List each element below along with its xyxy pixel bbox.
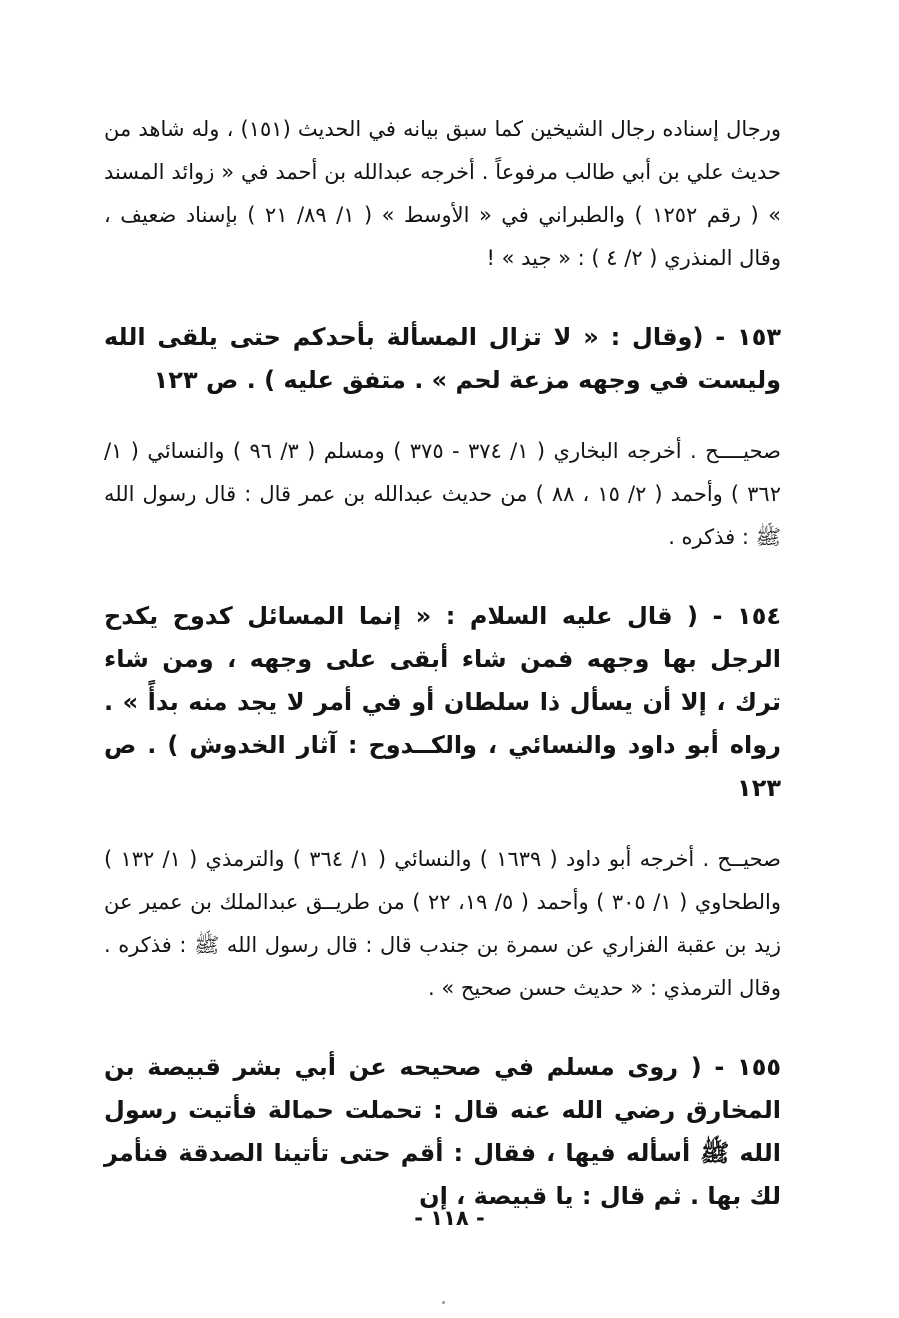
- page-body: [104, 108, 781, 1218]
- scan-speck: [442, 1301, 445, 1304]
- commentary-paragraph: [104, 430, 781, 559]
- commentary-paragraph: [104, 838, 781, 1010]
- text-line: فقال : أقم حتى تأتينا الصدقة فنأمر لك بها . ثم قال : يا قبيصة ، إن: [104, 1139, 781, 1210]
- text-line: وجهه فمن شاء أبقى على وجهه ، ومن شاء ترك ، إلا أن يسأل ذا سلطان أو: [104, 645, 781, 716]
- page-number: - ١١٨ -: [414, 1206, 485, 1230]
- hadith-number: ١٥٤ -: [698, 602, 781, 630]
- text-line: صحيــح . أخرجه أبو داود ( ١٦٣٩ ) والنسائي ( ١/ ٣٦٤ ) والترمذي: [205, 847, 781, 871]
- text-line: (وقال : « لا تزال المسألة بأحدكم حتى يلقى الله وليست في: [104, 323, 781, 394]
- hadith-paragraph: [104, 1046, 781, 1218]
- hadith-number: ١٥٥ -: [701, 1053, 781, 1081]
- text-line: ( ١/ ١٣٢ ) والطحاوي ( ١/ ٣٠٥ ) وأحمد ( ٥/ ١٩، ٢٢ ) من طريــق: [104, 847, 781, 914]
- paragraph-spacer: [104, 402, 781, 430]
- text-line: رضي الله عنه قال : تحملت حمالة فأتيت رسول الله ﷺ أسأله فيها ،: [104, 1096, 781, 1167]
- hadith-paragraph: [104, 595, 781, 810]
- paragraph-spacer: [104, 280, 781, 316]
- text-line: صحيــــح . أخرجه البخاري ( ١/ ٣٧٤ - ٣٧٥ ) ومسلم ( ٣/ ٩٦ ): [232, 439, 781, 463]
- text-line: في أمر لا يجد منه بدأً » . رواه أبو داود والنسائي ، والكــدوح : آثار: [104, 688, 781, 759]
- paragraph-spacer: [104, 559, 781, 595]
- text-line: ورجال إسناده رجال الشيخين كما سبق بيانه في الحديث (١٥١) ، وله شاهد: [138, 117, 782, 141]
- text-line: عبدالملك بن عمير عن زيد بن عقبة الفزاري عن سمرة بن جندب قال : قال: [104, 890, 781, 957]
- text-line: المسند » ( رقم ١٢٥٢ ) والطبراني في « الأوسط » ( ١/ ٨٩/ ٢١ ) بإسناد: [104, 160, 781, 227]
- text-line: ( روى مسلم في صحيحه عن أبي بشر قبيصة بن المخارق: [104, 1053, 781, 1124]
- text-line: ضعيف ، وقال المنذري ( ٢/ ٤ ) : « جيد » !: [104, 203, 781, 270]
- text-line: والنسائي ( ١/ ٣٦٢ ) وأحمد ( ٢/ ١٥ ، ٨٨ ) من حديث عبدالله بن عمر قال :: [104, 439, 781, 506]
- text-line: ( قال عليه السلام : « إنما المسائل كدوح يكدح الرجل بها: [104, 602, 782, 673]
- text-line: الخدوش ) . ص ١٢٣: [104, 731, 781, 802]
- hadith-number: ١٥٣ -: [703, 323, 781, 351]
- text-line: وجهه مزعة لحم » . متفق عليه ) . ص ١٢٣: [153, 366, 641, 394]
- commentary-paragraph: [104, 108, 781, 280]
- text-line: قال رسول الله ﷺ : فذكره .: [104, 482, 781, 549]
- paragraph-spacer: [104, 810, 781, 838]
- text-line: من حديث علي بن أبي طالب مرفوعاً . أخرجه عبدالله بن أحمد في « زوائد: [104, 117, 781, 184]
- text-line: رسول الله ﷺ : فذكره . وقال الترمذي : « حديث حسن صحيح » .: [104, 933, 781, 1000]
- paragraph-spacer: [104, 1010, 781, 1046]
- hadith-paragraph: [104, 316, 781, 402]
